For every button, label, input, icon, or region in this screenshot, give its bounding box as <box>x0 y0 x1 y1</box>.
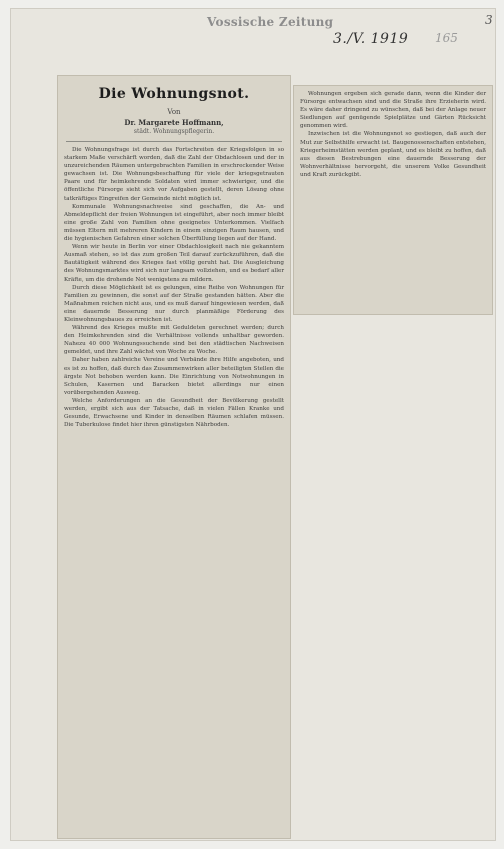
paragraph: Daher haben zahlreiche Vereine und Verbände ihre Hilfe angeboten, und es ist zu hoffen, daß durch das Zusammenwirken aller beteiligten Stellen die ärgste Not behoben werden kann. Die Einrichtung von Notwohnungen in Schulen, Kasernen und Baracken bietet allerdings nur einen vorübergehenden Ausweg. <box>64 357 284 396</box>
paragraph: Wenn wir heute in Berlin vor einer Obdachlosigkeit nach nie gekanntem Ausmaß stehen, so ist das zum großen Teil darauf zurückzuführen, daß die Bautätigkeit während des Krieges fast völlig geruht hat. Die Ausgleichung des Wohnungsmarktes wird sich nur langsam vollziehen, und es bedarf aller Kräfte, um die drohende Not wenigstens zu mildern. <box>64 244 284 283</box>
article-continuation <box>294 86 492 179</box>
article-clipping-right <box>293 85 493 315</box>
handwritten-date: 3./V. 1919 <box>333 31 409 47</box>
paragraph: Durch diese Möglichkeit ist es gelungen, eine Reihe von Wohnungen für Familien zu gewinnen, die sonst auf der Straße gestanden hätten. Aber die Maßnahmen reichen nicht aus, und es muß darauf hingewiesen werden, daß eine dauernde Besserung nur durch planmäßige Förderung des Kleinwohnungsbaues zu erreichen ist. <box>64 284 284 323</box>
paragraph: Wohnungen ergeben sich gerade dann, wenn die Kinder der Fürsorge entwachsen sind und die Straße ihre Erzieherin wird. Es wäre daher dringend zu wünschen, daß bei der Anlage neuer Siedlungen auf genügende Spielplätze und Gärten Rücksicht genommen wird. <box>300 91 486 130</box>
author-name: Dr. Margarete Hoffmann, <box>124 118 224 127</box>
paragraph: Die Wohnungsfrage ist durch das Fortschreiten der Kriegsfolgen in so starkem Maße verschärft worden, daß die Zahl der Obdachlosen und der in unzureichenden Räumen untergebrachten Familien in erschreckender Weise gewachsen ist. Die Wohnungsbeschaffung für viele der kriegsgetrauten Paare und für heimkehrende Soldaten wird immer schwieriger, und die öffentliche Fürsorge sieht sich vor Aufgaben gestellt, deren Lösung ohne tatkräftiges Eingreifen der Gemeinde nicht möglich ist. <box>64 147 284 202</box>
corner-mark: 3 <box>485 13 493 27</box>
newspaper-masthead: Vossische Zeitung <box>207 15 334 29</box>
paragraph: Während des Krieges mußte mit Geduldeten gerechnet werden; durch den Heimkehrenden sind die Verhältnisse vollends unhaltbar geworden. Nahezu 40 000 Wohnungssuchende sind bei den städtischen Nachweisen gemeldet, und ihre Zahl wächst von Woche zu Woche. <box>64 325 284 356</box>
paragraph: Kommunale Wohnungsnachweise sind geschaffen, die An- und Abmeldepflicht der freien Wohnungen ist eingeführt, aber noch immer bleibt eine große Zahl von Familien ohne geeignetes Unterkommen. Vielfach müssen Eltern mit mehreren Kindern in einem einzigen Raum hausen, und die hygienischen Gefahren einer solchen Überfüllung liegen auf der Hand. <box>64 203 284 243</box>
author-role: städt. Wohnungspflegerin. <box>133 128 215 135</box>
paragraph: Welche Anforderungen an die Gesundheit der Bevölkerung gestellt werden, ergibt sich aus der Tatsache, daß in vielen Fällen Kranke und Gesunde, Erwachsene und Kinder in denselben Räumen schlafen müssen. Die Tuberkulose findet hier ihren günstigsten Nährboden. <box>64 397 284 429</box>
byline-von: Von <box>167 108 181 116</box>
article-clipping-left <box>57 75 291 839</box>
article-body <box>58 146 290 429</box>
archive-number: 165 <box>435 31 458 45</box>
divider <box>66 141 282 142</box>
archive-sheet <box>10 8 496 841</box>
article-headline: Die Wohnungsnot. <box>98 86 250 102</box>
paragraph: Inzwischen ist die Wohnungsnot so gestiegen, daß auch der Mut zur Selbsthilfe erwacht ist. Baugenossenschaften entstehen, Kriegerheimstätten werden geplant, und es bleibt zu hoffen, daß aus diesen Bestrebungen eine dauernde Besserung der Wohnverhältnisse hervorgeht, die unserem Volke Gesundheit und Kraft zurückgibt. <box>300 131 486 178</box>
